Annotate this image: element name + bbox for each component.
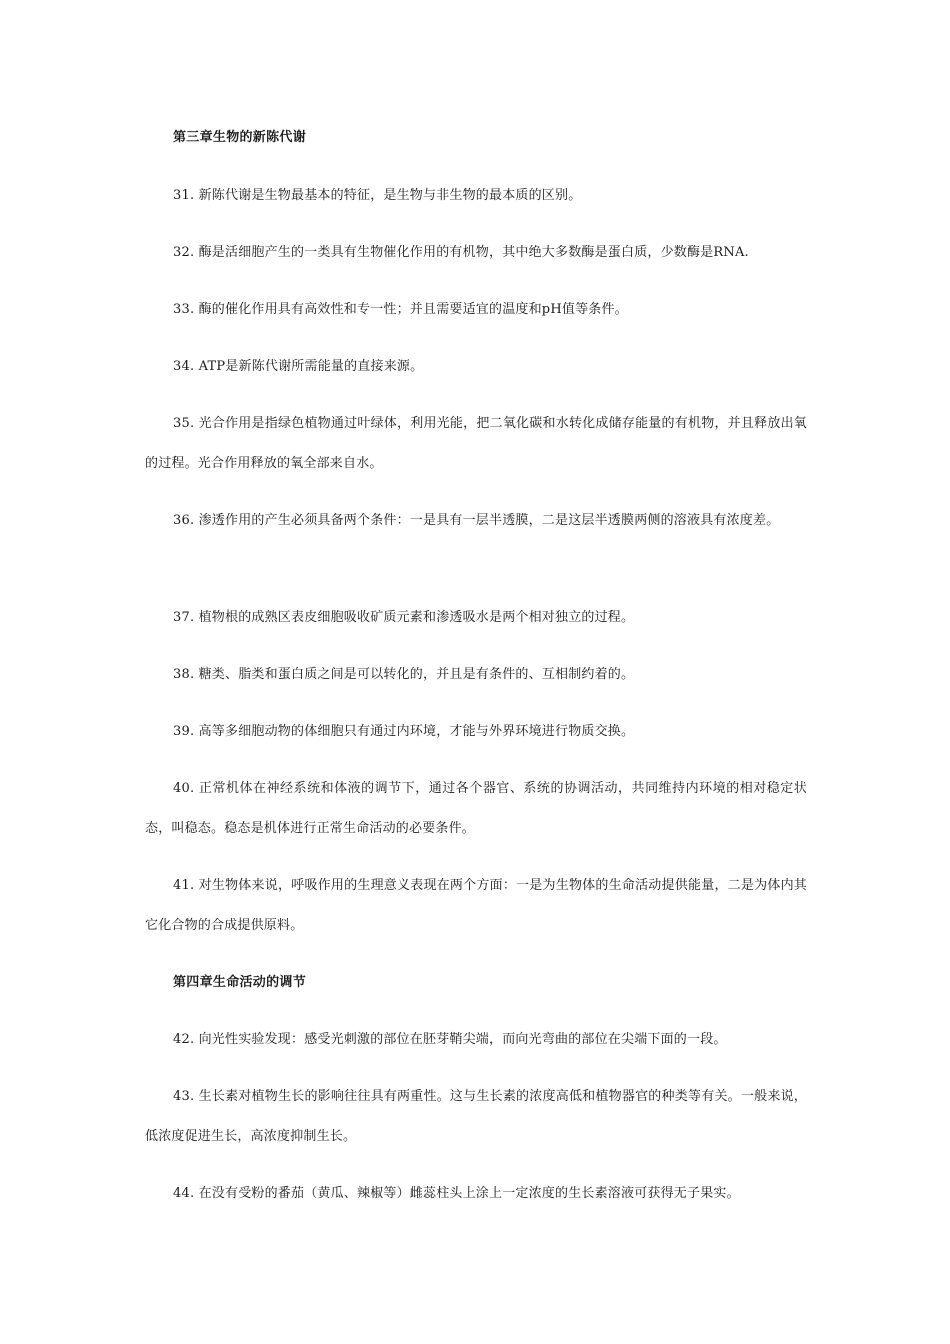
chapter-4-heading: 第四章生命活动的调节 (173, 975, 307, 990)
list-item-31: 31. 新陈代谢是生物最基本的特征，是生物与非生物的最本质的区别。 (173, 188, 582, 203)
chapter-3-heading: 第三章生物的新陈代谢 (173, 130, 307, 145)
list-item-39: 39. 高等多细胞动物的体细胞只有通过内环境，才能与外界环境进行物质交换。 (173, 724, 635, 739)
list-item-37: 37. 植物根的成熟区表皮细胞吸收矿质元素和渗透吸水是两个相对独立的过程。 (173, 610, 635, 625)
list-item-35: 35. 光合作用是指绿色植物通过叶绿体，利用光能，把二氧化碳和水转化成储存能量的有机物，并且释放出氧的过程。光合作用释放的氧全部来自水。 (145, 416, 807, 471)
list-item-40: 40. 正常机体在神经系统和体液的调节下，通过各个器官、系统的协调活动，共同维持内环境的相对稳定状态，叫稳态。稳态是机体进行正常生命活动的必要条件。 (145, 781, 807, 836)
list-item-36: 36. 渗透作用的产生必须具备两个条件：一是具有一层半透膜，二是这层半透膜两侧的溶液具有浓度差。 (173, 513, 780, 528)
list-item-32: 32. 酶是活细胞产生的一类具有生物催化作用的有机物，其中绝大多数酶是蛋白质，少数酶是RNA. (173, 245, 749, 260)
list-item-44: 44. 在没有受粉的番茄（黄瓜、辣椒等）雌蕊柱头上涂上一定浓度的生长素溶液可获得无子果实。 (173, 1186, 740, 1201)
list-item-42: 42. 向光性实验发现：感受光刺激的部位在胚芽鞘尖端，而向光弯曲的部位在尖端下面的一段。 (173, 1032, 727, 1047)
list-item-38: 38. 糖类、脂类和蛋白质之间是可以转化的，并且是有条件的、互相制约着的。 (173, 667, 635, 682)
list-item-43: 43. 生长素对植物生长的影响往往具有两重性。这与生长素的浓度高低和植物器官的种类等有关。一般来说，低浓度促进生长，高浓度抑制生长。 (145, 1089, 807, 1144)
list-item-33: 33. 酶的催化作用具有高效性和专一性；并且需要适宜的温度和pH值等条件。 (173, 302, 628, 317)
document-page (145, 0, 807, 1344)
list-item-34: 34. ATP是新陈代谢所需能量的直接来源。 (173, 359, 424, 374)
list-item-41: 41. 对生物体来说，呼吸作用的生理意义表现在两个方面：一是为生物体的生命活动提供能量，二是为体内其它化合物的合成提供原料。 (145, 878, 807, 933)
